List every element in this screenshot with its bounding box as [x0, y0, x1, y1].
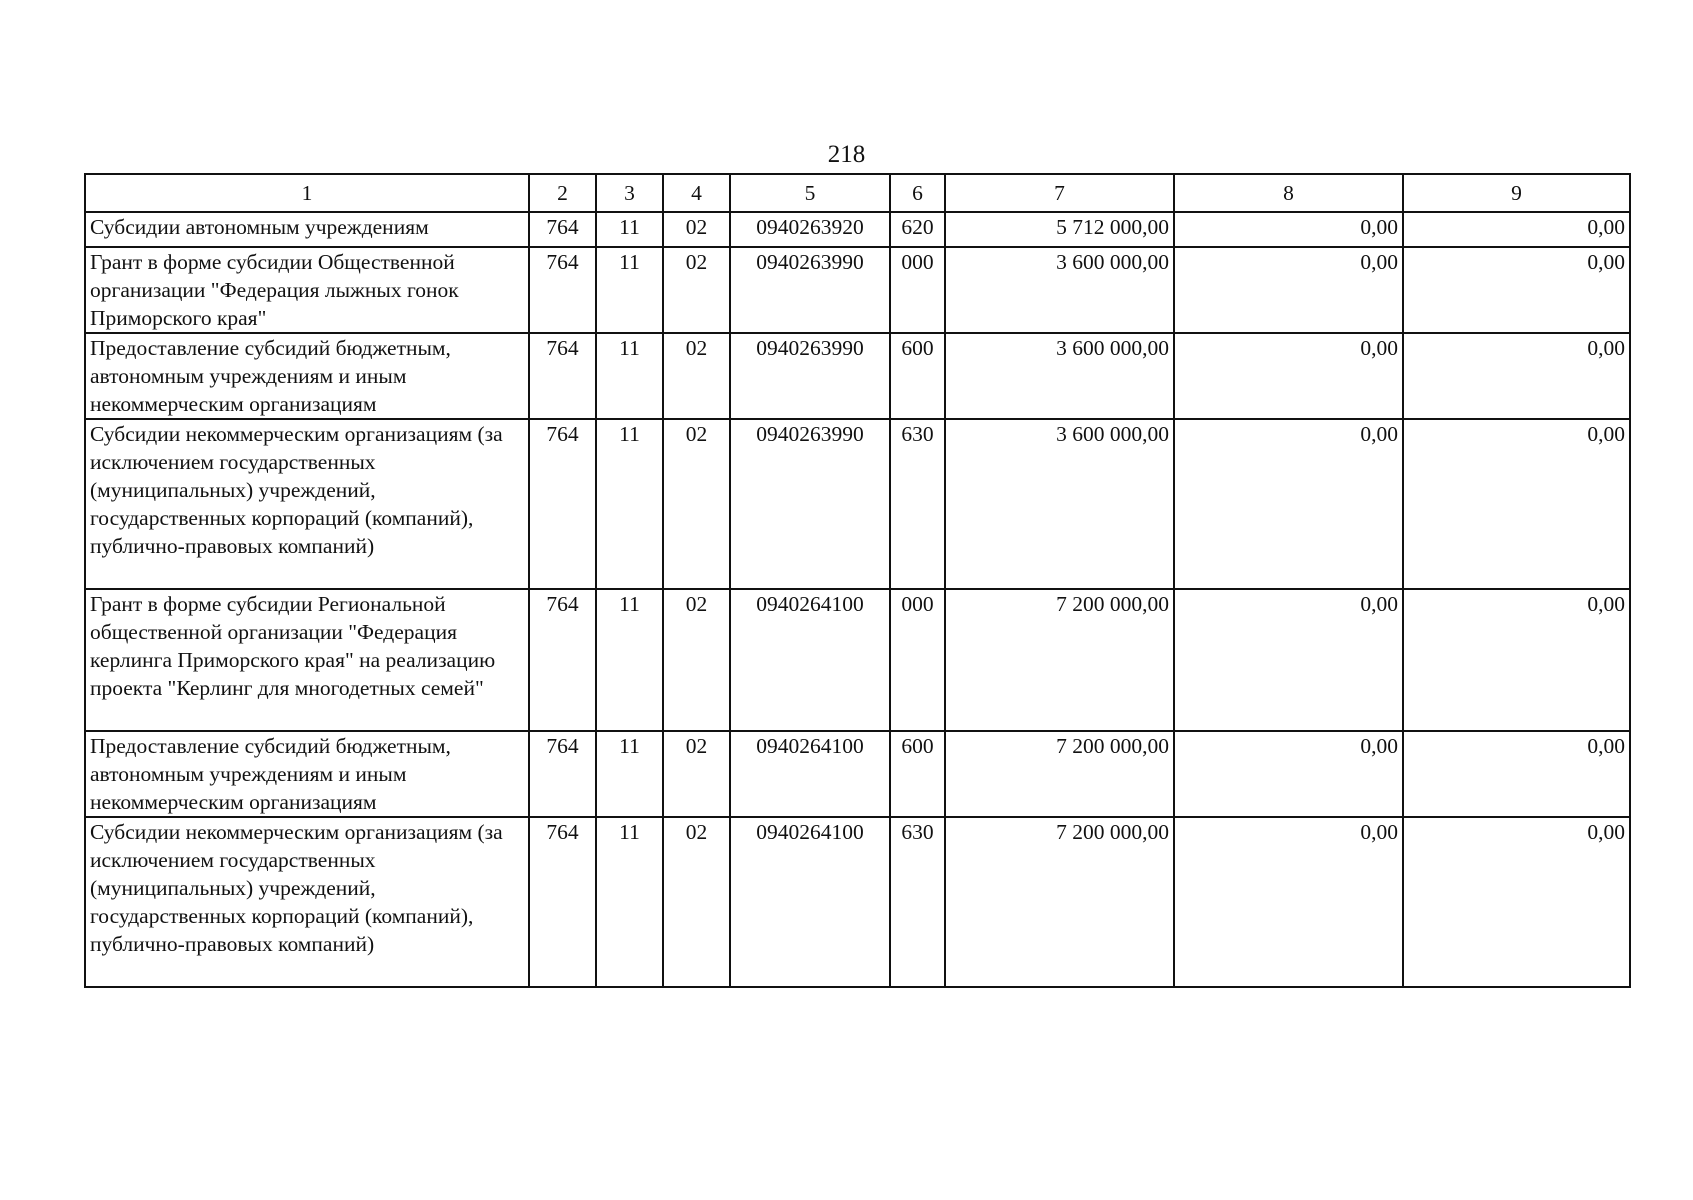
expense-type-code: 600 [890, 333, 945, 419]
amount-col-9: 0,00 [1403, 247, 1630, 333]
amount-col-8: 0,00 [1174, 247, 1403, 333]
table-header-row [85, 174, 1630, 212]
amount-col-9: 0,00 [1403, 212, 1630, 247]
ministry-code: 764 [529, 589, 596, 731]
amount-col-9: 0,00 [1403, 333, 1630, 419]
ministry-code: 764 [529, 419, 596, 589]
section-code: 11 [596, 419, 663, 589]
table-row [85, 212, 1630, 247]
amount-col-7: 3 600 000,00 [945, 333, 1174, 419]
amount-col-9: 0,00 [1403, 419, 1630, 589]
amount-col-7: 5 712 000,00 [945, 212, 1174, 247]
table-row [85, 589, 1630, 731]
expense-type-code: 000 [890, 247, 945, 333]
row-name: Субсидии некоммерческим организациям (за исключением государственных (муниципальных) учреждений, государственных корпораций (компаний), публично-правовых компаний) [85, 817, 529, 987]
row-name: Грант в форме субсидии Региональной общественной организации "Федерация керлинга Приморского края" на реализацию проекта "Керлинг для многодетных семей" [85, 589, 529, 731]
target-article-code: 0940264100 [730, 589, 890, 731]
expense-type-code: 000 [890, 589, 945, 731]
amount-col-8: 0,00 [1174, 731, 1403, 817]
amount-col-7: 7 200 000,00 [945, 589, 1174, 731]
subsection-code: 02 [663, 419, 730, 589]
ministry-code: 764 [529, 333, 596, 419]
subsection-code: 02 [663, 212, 730, 247]
amount-col-8: 0,00 [1174, 419, 1403, 589]
row-name: Субсидии некоммерческим организациям (за исключением государственных (муниципальных) учреждений, государственных корпораций (компаний), публично-правовых компаний) [85, 419, 529, 589]
amount-col-8: 0,00 [1174, 589, 1403, 731]
expense-type-code: 600 [890, 731, 945, 817]
subsection-code: 02 [663, 333, 730, 419]
subsection-code: 02 [663, 247, 730, 333]
target-article-code: 0940263920 [730, 212, 890, 247]
ministry-code: 764 [529, 817, 596, 987]
expense-type-code: 630 [890, 817, 945, 987]
expense-type-code: 620 [890, 212, 945, 247]
column-header: 7 [945, 174, 1174, 212]
target-article-code: 0940264100 [730, 817, 890, 987]
ministry-code: 764 [529, 247, 596, 333]
amount-col-8: 0,00 [1174, 333, 1403, 419]
subsection-code: 02 [663, 817, 730, 987]
amount-col-7: 7 200 000,00 [945, 731, 1174, 817]
row-name: Предоставление субсидий бюджетным, автономным учреждениям и иным некоммерческим организациям [85, 731, 529, 817]
column-header: 2 [529, 174, 596, 212]
target-article-code: 0940264100 [730, 731, 890, 817]
column-header: 9 [1403, 174, 1630, 212]
column-header: 6 [890, 174, 945, 212]
column-header: 4 [663, 174, 730, 212]
amount-col-8: 0,00 [1174, 817, 1403, 987]
section-code: 11 [596, 589, 663, 731]
target-article-code: 0940263990 [730, 333, 890, 419]
row-name: Субсидии автономным учреждениям [85, 212, 529, 247]
amount-col-7: 3 600 000,00 [945, 419, 1174, 589]
subsection-code: 02 [663, 589, 730, 731]
subsection-code: 02 [663, 731, 730, 817]
column-header: 3 [596, 174, 663, 212]
column-header: 1 [85, 174, 529, 212]
expense-type-code: 630 [890, 419, 945, 589]
amount-col-9: 0,00 [1403, 817, 1630, 987]
target-article-code: 0940263990 [730, 419, 890, 589]
table-row [85, 817, 1630, 987]
section-code: 11 [596, 333, 663, 419]
amount-col-8: 0,00 [1174, 212, 1403, 247]
section-code: 11 [596, 817, 663, 987]
amount-col-9: 0,00 [1403, 589, 1630, 731]
table-row [85, 419, 1630, 589]
section-code: 11 [596, 247, 663, 333]
table-row [85, 333, 1630, 419]
ministry-code: 764 [529, 731, 596, 817]
page-number: 218 [827, 141, 866, 168]
section-code: 11 [596, 212, 663, 247]
amount-col-7: 3 600 000,00 [945, 247, 1174, 333]
table-row [85, 731, 1630, 817]
ministry-code: 764 [529, 212, 596, 247]
target-article-code: 0940263990 [730, 247, 890, 333]
column-header: 5 [730, 174, 890, 212]
amount-col-9: 0,00 [1403, 731, 1630, 817]
row-name: Грант в форме субсидии Общественной организации "Федерация лыжных гонок Приморского края" [85, 247, 529, 333]
column-header: 8 [1174, 174, 1403, 212]
budget-table [84, 173, 1631, 988]
amount-col-7: 7 200 000,00 [945, 817, 1174, 987]
table-row [85, 247, 1630, 333]
section-code: 11 [596, 731, 663, 817]
row-name: Предоставление субсидий бюджетным, автономным учреждениям и иным некоммерческим организациям [85, 333, 529, 419]
